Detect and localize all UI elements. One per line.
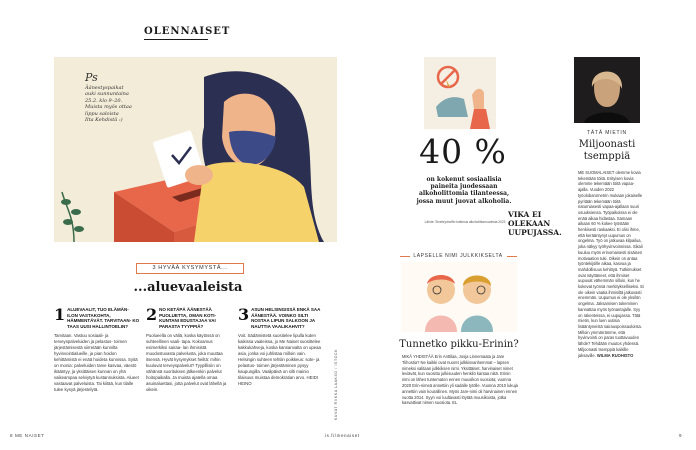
answer-text: Puolueella on väliä, koska käytössä on suhteellinen vaali- tapa. Kokoamus esimerkiksi sairaa- lan ihmisistä muodostuvasta palvelusta, joka muuttaa itsensä. Hyvät kysymykset heiltä: mihin kuuluvat terveyspalvelut? Tyypillisiin on vähänsä suorituksen jälkeenkin palvelut hoitopaikalla. Ja muista ajatella omaa asuinaluettasi, jotta palvelut ovat lähellä ja oikein. (146, 333, 227, 392)
kids-title: Tunnetko pikku-Erinin? (399, 339, 519, 350)
answer-text: Tarvitaan. Vastuu sosiaali- ja terveyspalveluiden ja pelastus- toimen järjestämisestä siirretään kunnilta hyvinvointialueille, ja pian hoidon kehittämistä ei enää hoideta kunnissa. Syitä on monia: palveluiden tarve kasvaa, väestö ikääntyy, ja yksittäisen kunnan on yhä vaikeampaa selviytyä kustannuksista. Alueet vastaavat palveluista. Tai kiitää, kun tilalle tulee kysyä järjestelytä. (54, 333, 139, 392)
article-kicker: 3 HYVÄÄ KYSYMYSTÄ... (136, 263, 244, 274)
hand-stop-icon (424, 57, 496, 129)
answer-text: Voit. Sädämistetä suositelee lipulla kuten kaikissa vaaleissa, jo Me Naiset suosittelee kakkukahveja, koska kansanvalta on upeaa asia, jonka voi juhlistaa milloin vain. Helsingin suhteen tehtiin poikkeus: sote- ja pelastus- toimen järjestäminen pysyy kaupungilla. Vaalipäivä on silti mainio tilaisuus muistaa demokratian arvo. HEIDI HEINO (238, 333, 321, 386)
question-column (146, 307, 232, 393)
column-body (578, 170, 644, 358)
ps-note (85, 71, 132, 124)
kicker-rule (507, 256, 517, 257)
columnist-portrait (574, 57, 640, 123)
question-text: NO KETÄPÄ ÄÄNESTÄÄ PUOLUETTA, OMAN KOTI- KUNTANI EDUSTAJAA VAI PARASTA TYYPPIÄ? (159, 307, 217, 329)
photo-credit: KUVAT RIIKKA LAAKSO / ISTOCK (334, 348, 338, 420)
question-column (54, 307, 140, 393)
pull-quote: VIKA EI OLEKAAN UUPUJASSA. (508, 210, 562, 237)
column-title: Miljoonasti tsemppiä (578, 139, 636, 162)
question-number: 1 (54, 305, 66, 324)
question-number: 2 (146, 305, 158, 324)
footer-left: 8 ME NAISET (10, 433, 45, 438)
stop-drink-illustration (424, 57, 496, 129)
article-title: ...aluevaaleista (133, 280, 243, 295)
column-text: ME SUOMALAISET olemme kovia tekemään töitä. Erityisen kovia olemme tekemään töitä vapaa-ajalla. Vuoden 2022 työolobarometrin mukaan jokaiselle pyritään tekemään töitä naturniasesti vapaa-ajallaan suuri osuuksiensa. Työpaikoissa ei ole enää aikaa hidastaa. Samaan aikaan 60 % kokee työstään henkisesti raskaaksi. Ei olisi ihme, että kerääntynyt uupumus on ongelma. Työ on jatkuvaa kilpailua, joka näkyy työhyvinvoinnissa. Sikali kuuluu myös erinomaisesti sisäisen motivaation tuki. Oikein on antaa työntekijöille aikaa, kasvua ja mahdollisuus kehittyä. Tutkimukset ovat näyttäneet, että ihmiset uupuvat vähemmän silloin, kun he kokevat työnsä merkitykselliseksi. Ei ole oikein vaatia ihmisiltä jatkuvasti enemmän. Uupumus ei ole yksilön ongelma. Jaksamisen tukeminen kannattaa myös työnantajalle. Syy on rakenteissa, ei uupujassa. Tätä mietin, kun luen uutisia lisääntyneistä sairauspoissaoloista. Milloin ymmärrämme, että hyvinvointi on paras tuottavuuden lähde? Tehdään muutos yhdessä. Miljoonasti tsemppiä kaikille jaksaville. (578, 170, 644, 358)
kids-body: MIKÄ YHDISTÄÄ Erin Anttilaa, Josja Linnemaata ja Jare Tiihostia? Ne kaikki ovat nuoret julkkisvanhemmat – lapsen nimeksi valitaan julkkiksen nimi. Yksittäiset, harvinaiset nimet leviävät, kun suosittu julkisuuden henkilö kantaa niitä. Erinin nimi on lähes tuntematon ennen muusikon suosiota; vuonna 2020 Erin-nimeä annettiin yli sadalle tytölle. Vuonna 2010 lukuja annettiin vain kourallinen. Myös Jare-nimi oli harvinainen ennen vuotta 2014. Syyn voi luultavasti löytää muusikoista, jotka kasvattivat nimen suosiota. EL (402, 354, 518, 406)
question-heading (238, 307, 324, 329)
stat-source: Lähde: Sinebrychoffin tutkimus alkoholittomuudesta 2023 (424, 220, 506, 224)
column-kicker: TÄTÄ MIETIN (587, 130, 627, 136)
question-heading (146, 307, 232, 329)
kids-illustration (401, 262, 517, 332)
columnist-photo (574, 57, 640, 123)
ps-line: Muista myös ottaa (85, 104, 132, 110)
question-text: ALUEVAALIT, TUO ELÄMÄN- ILON VASTAKOHTA, HÄMMENTÄVÄT. TARVITAAN- KO TAAS UUSI HALLINTOELIN? (67, 307, 140, 329)
stat-text: on kokenut sosiaalisia paineita juodessaan alkoholittomia tilanteessa, jossa muut juovat alkoholia. (416, 176, 512, 205)
kids-kicker: LAPSELLE NIMI JULKKIKSELTA (413, 253, 503, 259)
footer-page-number: 9 (679, 433, 683, 438)
ps-line: auki sunnuntaina (85, 91, 129, 97)
question-text: ASUN HELSINGISSÄ ENKÄ SAA ÄÄNESTÄÄ. VOINKO SILTI NOSTAA LIPUN SALKOON JA NAUTTIA VAALIKAHVIT? (251, 307, 321, 329)
section-heading: OLENNAISET (144, 26, 231, 37)
footer-url: is.fi/menaiset (325, 433, 360, 438)
ps-line: 25.2. klo 9–20. (85, 97, 123, 104)
ps-line: Äänestyspaikat (85, 84, 124, 91)
section-rule (144, 39, 208, 40)
question-number: 3 (238, 305, 250, 324)
stat-number: 40 % (419, 132, 507, 171)
question-heading (54, 307, 140, 329)
ps-line: lippu saloista (85, 110, 119, 117)
question-column (238, 307, 324, 387)
column-signature: WILMA RUOHISTO (596, 352, 634, 358)
ps-line: Ilta Kehdistä :) (85, 117, 123, 123)
children-illustration (401, 262, 517, 332)
ps-mark: Ps (85, 71, 98, 84)
